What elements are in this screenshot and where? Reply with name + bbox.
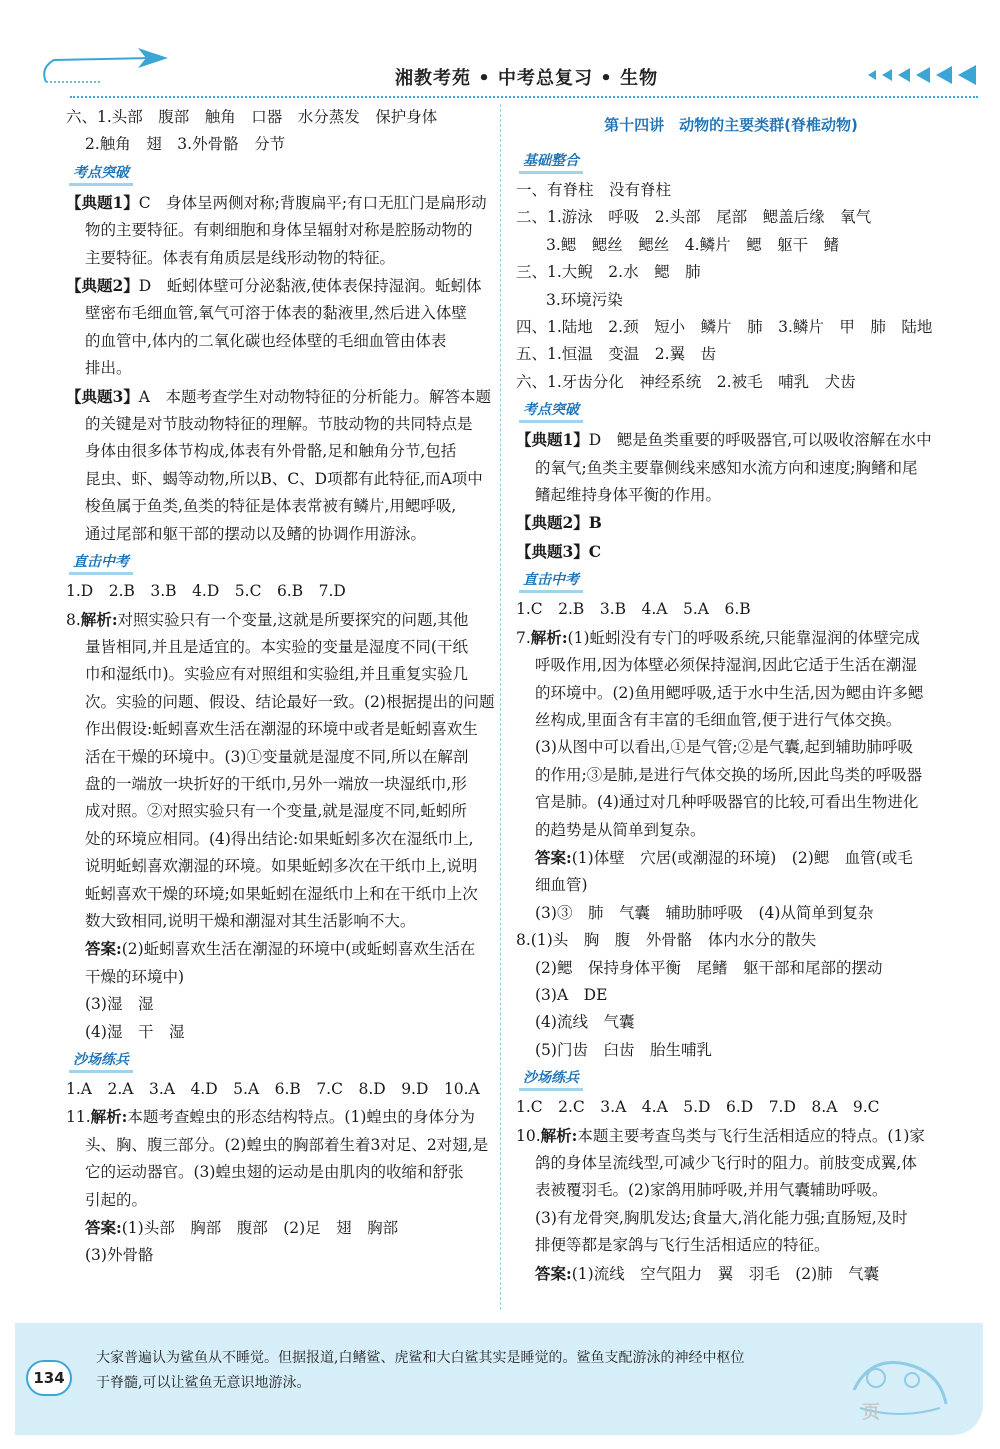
answer-line: 蚯蚓喜欢干燥的环境;如果蚯蚓在湿纸巾上和在干纸巾上次	[85, 884, 478, 903]
answer-line: (3)有龙骨突,胸肌发达;食量大,消化能力强;直肠短,及时	[535, 1208, 908, 1227]
section-heading-zhiji: 直击中考	[69, 552, 133, 575]
answer-line: 细血管)	[535, 876, 588, 895]
answer-text: (1)蚯蚓没有专门的呼吸系统,只能靠湿润的体壁完成	[567, 628, 920, 647]
answer-line: 五、1.恒温 变温 2.翼 齿	[516, 345, 717, 364]
dianti-label: 【典题3】	[516, 541, 589, 561]
answer-line: 身体由很多体节构成,体表有外骨骼,足和触角分节,包括	[85, 442, 457, 461]
answer-line: 量皆相同,并且是适宜的。本实验的变量是湿度不同(干纸	[85, 637, 468, 656]
answer-line: (3)从图中可以看出,①是气管;②是气囊,起到辅助肺呼吸	[535, 738, 914, 757]
answer-line: 巾和湿纸巾)。实验应有对照组和实验组,并且重复实验几	[85, 665, 468, 684]
answer-text: (2)蚯蚓喜欢生活在潮湿的环境中(或蚯蚓喜欢生活在	[121, 940, 476, 959]
answer-line: 作出假设:蚯蚓喜欢生活在潮湿的环境中或者是蚯蚓喜欢生	[85, 720, 478, 739]
answer-line: (4)湿 干 湿	[85, 1022, 185, 1041]
answer-line: 一、有脊柱 没有脊柱	[516, 181, 672, 199]
answer-line: 六、1.头部 腹部 触角 口器 水分蒸发 保护身体	[66, 108, 438, 126]
answer-line: 的血管中,体内的二氧化碳也经体壁的毛细血管由体表	[85, 331, 447, 350]
answer-line: 鸽的身体呈流线型,可减少飞行时的阻力。前肢变成翼,体	[535, 1154, 917, 1172]
answer-line: 成对照。②对照实验只有一个变量,就是湿度不同,蚯蚓所	[85, 802, 467, 821]
header-divider	[70, 96, 978, 98]
answer-line: 3.环境污染	[546, 290, 623, 309]
answer-line: 说明蚯蚓喜欢潮湿的环境。如果蚯蚓多次在干纸巾上,说明	[85, 857, 478, 876]
answer-line: 1.C 2.B 3.B 4.A 5.A 6.B	[516, 600, 751, 619]
answer-line: 1.A 2.A 3.A 4.D 5.A 6.B 7.C 8.D 9.D 10.A	[66, 1080, 480, 1098]
answer-line: 它的运动器官。(3)蝗虫翅的运动是由肌肉的收缩和舒张	[85, 1163, 464, 1182]
answer-line: 物的主要特征。有刺细胞和身体呈辐射对称是腔肠动物的	[85, 221, 473, 240]
answer-line: 引起的。	[85, 1190, 148, 1209]
answer-text: D 鳃是鱼类重要的呼吸器官,可以吸收溶解在水中	[588, 431, 932, 450]
answer-line: 次。实验的问题、假设、结论最好一致。(2)根据提出的问题	[85, 692, 495, 711]
dianti-label: 【典题1】	[516, 430, 589, 450]
answer-line: (4)流线 气囊	[535, 1013, 635, 1032]
answer-line: (3)③ 肺 气囊 辅助肺呼吸 (4)从简单到复杂	[535, 903, 874, 922]
section-heading-zhiji: 直击中考	[519, 570, 583, 593]
answer-line: 昆虫、虾、蝎等动物,所以B、C、D项都有此特征,而A项中	[85, 469, 483, 488]
answer-line: 丝构成,里面含有丰富的毛细血管,便于进行气体交换。	[535, 710, 902, 729]
answer-text: B	[588, 513, 602, 533]
answer-line: 四、1.陆地 2.颈 短小 鳞片 肺 3.鳞片 甲 肺 陆地	[516, 318, 933, 337]
answer-line: 表被覆羽毛。(2)家鸽用肺呼吸,并用气囊辅助呼吸。	[535, 1181, 888, 1200]
answer-line: (3)湿 湿	[85, 995, 154, 1014]
answer-text: A 本题考查学生对动物特征的分析能力。解答本题	[138, 387, 491, 406]
answer-text: (1)头部 胸部 腹部 (2)足 翅 胸部	[121, 1219, 399, 1238]
answer-text: C	[588, 541, 602, 561]
answer-line: (3)外骨骼	[85, 1246, 154, 1265]
header-arrow-icon	[40, 44, 170, 84]
footer-deco-char: 页	[862, 1402, 880, 1423]
section-heading-kaodian: 考点突破	[519, 400, 583, 423]
answer-line: 呼吸作用,因为体壁必须保持湿润,因此它适于生活在潮湿	[535, 656, 917, 675]
column-divider	[500, 104, 501, 1310]
header-title: 湘教考苑 • 中考总复习 • 生物	[395, 68, 659, 89]
jiexi-label: 解析	[90, 1107, 122, 1127]
answer-line: 排出。	[85, 359, 132, 378]
answer-line: 二、1.游泳 呼吸 2.头部 尾部 鳃盖后缘 氧气	[516, 208, 872, 227]
answer-line: 数大致相同,说明干燥和潮湿对其生活影响不大。	[85, 911, 416, 930]
answer-line: 1.C 2.C 3.A 4.A 5.D 6.D 7.D 8.A 9.C	[516, 1098, 880, 1117]
lecture-title: 第十四讲 动物的主要类群(脊椎动物)	[604, 116, 858, 134]
daan-label: 答案	[85, 1218, 117, 1238]
answer-line: 梭鱼属于鱼类,鱼类的特征是体表常被有鳞片,用鳃呼吸,	[85, 497, 457, 516]
answer-line: 主要特征。体表有角质层是线形动物的特征。	[85, 248, 396, 267]
answer-line: (5)门齿 臼齿 胎生哺乳	[535, 1040, 712, 1059]
section-heading-kaodian: 考点突破	[69, 163, 133, 186]
answer-line: (2)鳃 保持身体平衡 尾鳍 躯干部和尾部的摆动	[535, 958, 883, 977]
answer-line: 通过尾部和躯干部的摆动以及鳍的协调作用游泳。	[85, 524, 427, 543]
answer-line: 3.鳃 鳃丝 鳃丝 4.鳞片 鳃 躯干 鳍	[546, 235, 840, 254]
answer-line: 的环境中。(2)鱼用鳃呼吸,适于水中生活,因为鳃由许多鳃	[535, 683, 924, 702]
jiexi-label: 解析	[540, 1125, 572, 1145]
answer-line: 盘的一端放一块折好的干纸巾,另外一端放一块湿纸巾,形	[85, 774, 467, 793]
answer-line: 头、胸、腹三部分。(2)蝗虫的胸部着生着3对足、2对翅,是	[85, 1135, 489, 1154]
answer-text: D 蚯蚓体壁可分泌黏液,使体表保持湿润。蚯蚓体	[138, 277, 482, 296]
answer-line: 的氧气;鱼类主要靠侧线来感知水流方向和速度;胸鳍和尾	[535, 458, 918, 477]
answer-text: (1)流线 空气阻力 翼 羽毛 (2)肺 气囊	[571, 1264, 880, 1283]
dianti-label: 【典题2】	[516, 513, 589, 533]
answer-line: 鳍起维持身体平衡的作用。	[535, 486, 722, 505]
jiexi-label: 解析	[80, 609, 112, 629]
answer-text: 对照实验只有一个变量,这就是所要探究的问题,其他	[117, 610, 469, 629]
question-number: 10.	[516, 1126, 541, 1145]
header-triangles-icon	[860, 64, 980, 86]
answer-line: 三、1.大鲵 2.水 鳃 肺	[516, 263, 701, 282]
left-column: 六、1.头部 腹部 触角 口器 水分蒸发 保护身体 2.触角 翅 3.外骨骼 分节 考点突破 【典题1】C 身体呈两侧对称;背腹扁平;有口无肛门是扁形动 物的主要特征。有刺细胞和身体呈辐射对称是腔肠动物的 主要特征。体表有角质层是线形动物的特征。 【典题2】D 蚯蚓体壁可分泌黏液,使体表保持湿润。蚯蚓体 壁密布毛细血管,氧气可溶于体表的黏液里,然后进入体壁 的血管中,体内的二氧化碳也经体壁的毛细血管由体表 排出。 【典题3】A 本题考查学生对动物特征的分析能力。解答本题 的关键是对节肢动物特征的理解。节肢动物的共同特点是 身体由很多体节构成,体表有外骨骼,足和触角分节,包括 昆虫、虾、蝎等动物,所以B、C、D项都有此特征,而A项中 梭鱼属于鱼类,鱼类的特征是体表常被有鳞片,用鳃呼吸, 通过尾部和躯干部的摆动以及鳍的协调作用游泳。 直击中考 1.D 2.B 3.B 4.D 5.C 6.B 7.D 8.解析:对照实验只有一个变量,这就是所要探究的问题,其他 量皆相同,并且是适宜的。本实验的变量是湿度不同(干纸 巾和湿纸巾)。实验应有对照组和实验组,并且重复实验几 次。实验的问题、假设、结论最好一致。(2)根据提出的问题 作出假设:蚯蚓喜欢生活在潮湿的环境中或者是蚯蚓喜欢生 活在干燥的环境中。(3)①变量就是湿度不同,所以在解剖 盘的一端放一块折好的干纸巾,另外一端放一块湿纸巾,形 成对照。②对照实验只有一个变量,就是湿度不同,蚯蚓所 处的环境应相同。(4)得出结论:如果蚯蚓多次在湿纸巾上, 说明蚯蚓喜欢潮湿的环境。如果蚯蚓多次在干纸巾上,说明 蚯蚓喜欢干燥的环境;如果蚯蚓在湿纸巾上和在干纸巾上次 数大致相同,说明干燥和潮湿对其生活影响不大。 答案:(2)蚯蚓喜欢生活在潮湿的环境中(或蚯蚓喜欢生活在 干燥的环境中) (3)湿 湿 (4)湿 干 湿 沙场练兵 1.A 2.A 3.A 4.D 5.A 6.B 7.C 8.D 9.D 10.A 11.解析:本题考查蝗虫的形态结构特点。(1)蝗虫的身体分为 头、胸、腹三部分。(2)蝗虫的胸部着生着3对足、2对翅,是 它的运动器官。(3)蝗虫翅的运动是由肌肉的收缩和舒张 引起的。 答案:(1)头部 胸部 腹部 (2)足 翅 胸部 (3)外骨骼	[66, 104, 486, 1270]
answer-line: 1.D 2.B 3.B 4.D 5.C 6.B 7.D	[66, 582, 346, 601]
dianti-label: 【典题1】	[66, 192, 139, 212]
answer-line: 六、1.牙齿分化 神经系统 2.被毛 哺乳 犬齿	[516, 372, 856, 391]
answer-text: 本题主要考查鸟类与飞行生活相适应的特点。(1)家	[577, 1126, 925, 1145]
footer-note	[96, 1346, 744, 1396]
daan-label: 答案	[535, 847, 567, 867]
page-number: 134	[26, 1360, 72, 1396]
answer-line: 活在干燥的环境中。(3)①变量就是湿度不同,所以在解剖	[85, 747, 469, 766]
answer-line: 处的环境应相同。(4)得出结论:如果蚯蚓多次在湿纸巾上,	[85, 829, 474, 848]
section-heading-shachang: 沙场练兵	[519, 1068, 583, 1091]
answer-line: 2.触角 翅 3.外骨骼 分节	[85, 135, 286, 154]
right-column: 第十四讲 动物的主要类群(脊椎动物) 基础整合 一、有脊柱 没有脊柱 二、1.游泳 呼吸 2.头部 尾部 鳃盖后缘 氧气 3.鳃 鳃丝 鳃丝 4.鳞片 鳃 躯干 鳍 三、1.大鲵 2.水 鳃 肺 3.环境污染 四、1.陆地 2.颈 短小 鳞片 肺 3.鳞片 甲 肺 陆地 五、1.恒温 变温 2.翼 齿 六、1.牙齿分化 神经系统 2.被毛 哺乳 犬齿 考点突破 【典题1】D 鳃是鱼类重要的呼吸器官,可以吸收溶解在水中 的氧气;鱼类主要靠侧线来感知水流方向和速度;胸鳍和尾 鳍起维持身体平衡的作用。 【典题2】B 【典题3】C 直击中考 1.C 2.B 3.B 4.A 5.A 6.B 7.解析:(1)蚯蚓没有专门的呼吸系统,只能靠湿润的体壁完成 呼吸作用,因为体壁必须保持湿润,因此它适于生活在潮湿 的环境中。(2)鱼用鳃呼吸,适于水中生活,因为鳃由许多鳃 丝构成,里面含有丰富的毛细血管,便于进行气体交换。 (3)从图中可以看出,①是气管;②是气囊,起到辅助肺呼吸 的作用;③是肺,是进行气体交换的场所,因此鸟类的呼吸器 官是肺。(4)通过对几种呼吸器官的比较,可看出生物进化 的趋势是从简单到复杂。 答案:(1)体壁 穴居(或潮湿的环境) (2)鳃 血管(或毛 细血管) (3)③ 肺 气囊 辅助肺呼吸 (4)从简单到复杂 8.(1)头 胸 腹 外骨骼 体内水分的散失 (2)鳃 保持身体平衡 尾鳍 躯干部和尾部的摆动 (3)A DE (4)流线 气囊 (5)门齿 臼齿 胎生哺乳 沙场练兵 1.C 2.C 3.A 4.A 5.D 6.D 7.D 8.A 9.C 10.解析:本题主要考查鸟类与飞行生活相适应的特点。(1)家 鸽的身体呈流线型,可减少飞行时的阻力。前肢变成翼,体 表被覆羽毛。(2)家鸽用肺呼吸,并用气囊辅助呼吸。 (3)有龙骨突,胸肌发达;食量大,消化能力强;直肠短,及时 排便等都是家鸽与飞行生活相适应的特征。 答案:(1)流线 空气阻力 翼 羽毛 (2)肺 气囊	[516, 104, 946, 1288]
answer-line: 的作用;③是肺,是进行气体交换的场所,因此鸟类的呼吸器	[535, 765, 923, 784]
question-number: 11.	[66, 1108, 91, 1127]
daan-label: 答案	[85, 939, 117, 959]
answer-text: 本题考查蝗虫的形态结构特点。(1)蝗虫的身体分为	[127, 1108, 475, 1127]
answer-text: C 身体呈两侧对称;背腹扁平;有口无肛门是扁形动	[138, 193, 487, 212]
answer-line: 的关键是对节肢动物特征的理解。节肢动物的共同特点是	[85, 415, 473, 434]
footer-note-line: 于脊髓,可以让鲨鱼无意识地游泳。	[96, 1375, 311, 1391]
answer-line: 排便等都是家鸽与飞行生活相适应的特征。	[535, 1236, 830, 1255]
answer-line: 干燥的环境中)	[85, 967, 185, 986]
answer-line: (3)A DE	[535, 985, 608, 1004]
answer-text: (1)体壁 穴居(或潮湿的环境) (2)鳃 血管(或毛	[571, 848, 913, 867]
dianti-label: 【典题2】	[66, 276, 139, 296]
dianti-label: 【典题3】	[66, 386, 139, 406]
answer-line: 壁密布毛细血管,氧气可溶于体表的黏液里,然后进入体壁	[85, 304, 467, 323]
daan-label: 答案	[535, 1263, 567, 1283]
section-heading-jichu: 基础整合	[519, 151, 583, 174]
question-number: 7.	[516, 628, 531, 647]
footer-note-line: 大家普遍认为鲨鱼从不睡觉。但据报道,白鳍鲨、虎鲨和大白鲨其实是睡觉的。鲨鱼支配游泳的神经中枢位	[96, 1350, 745, 1366]
answer-line: 官是肺。(4)通过对几种呼吸器官的比较,可看出生物进化	[535, 793, 919, 812]
answer-line: 的趋势是从简单到复杂。	[535, 820, 706, 839]
question-number: 8.	[66, 610, 81, 629]
answer-line: 8.(1)头 胸 腹 外骨骼 体内水分的散失	[516, 931, 817, 950]
section-heading-shachang: 沙场练兵	[69, 1050, 133, 1073]
jiexi-label: 解析	[530, 627, 562, 647]
footer-decoration-icon	[840, 1338, 960, 1430]
